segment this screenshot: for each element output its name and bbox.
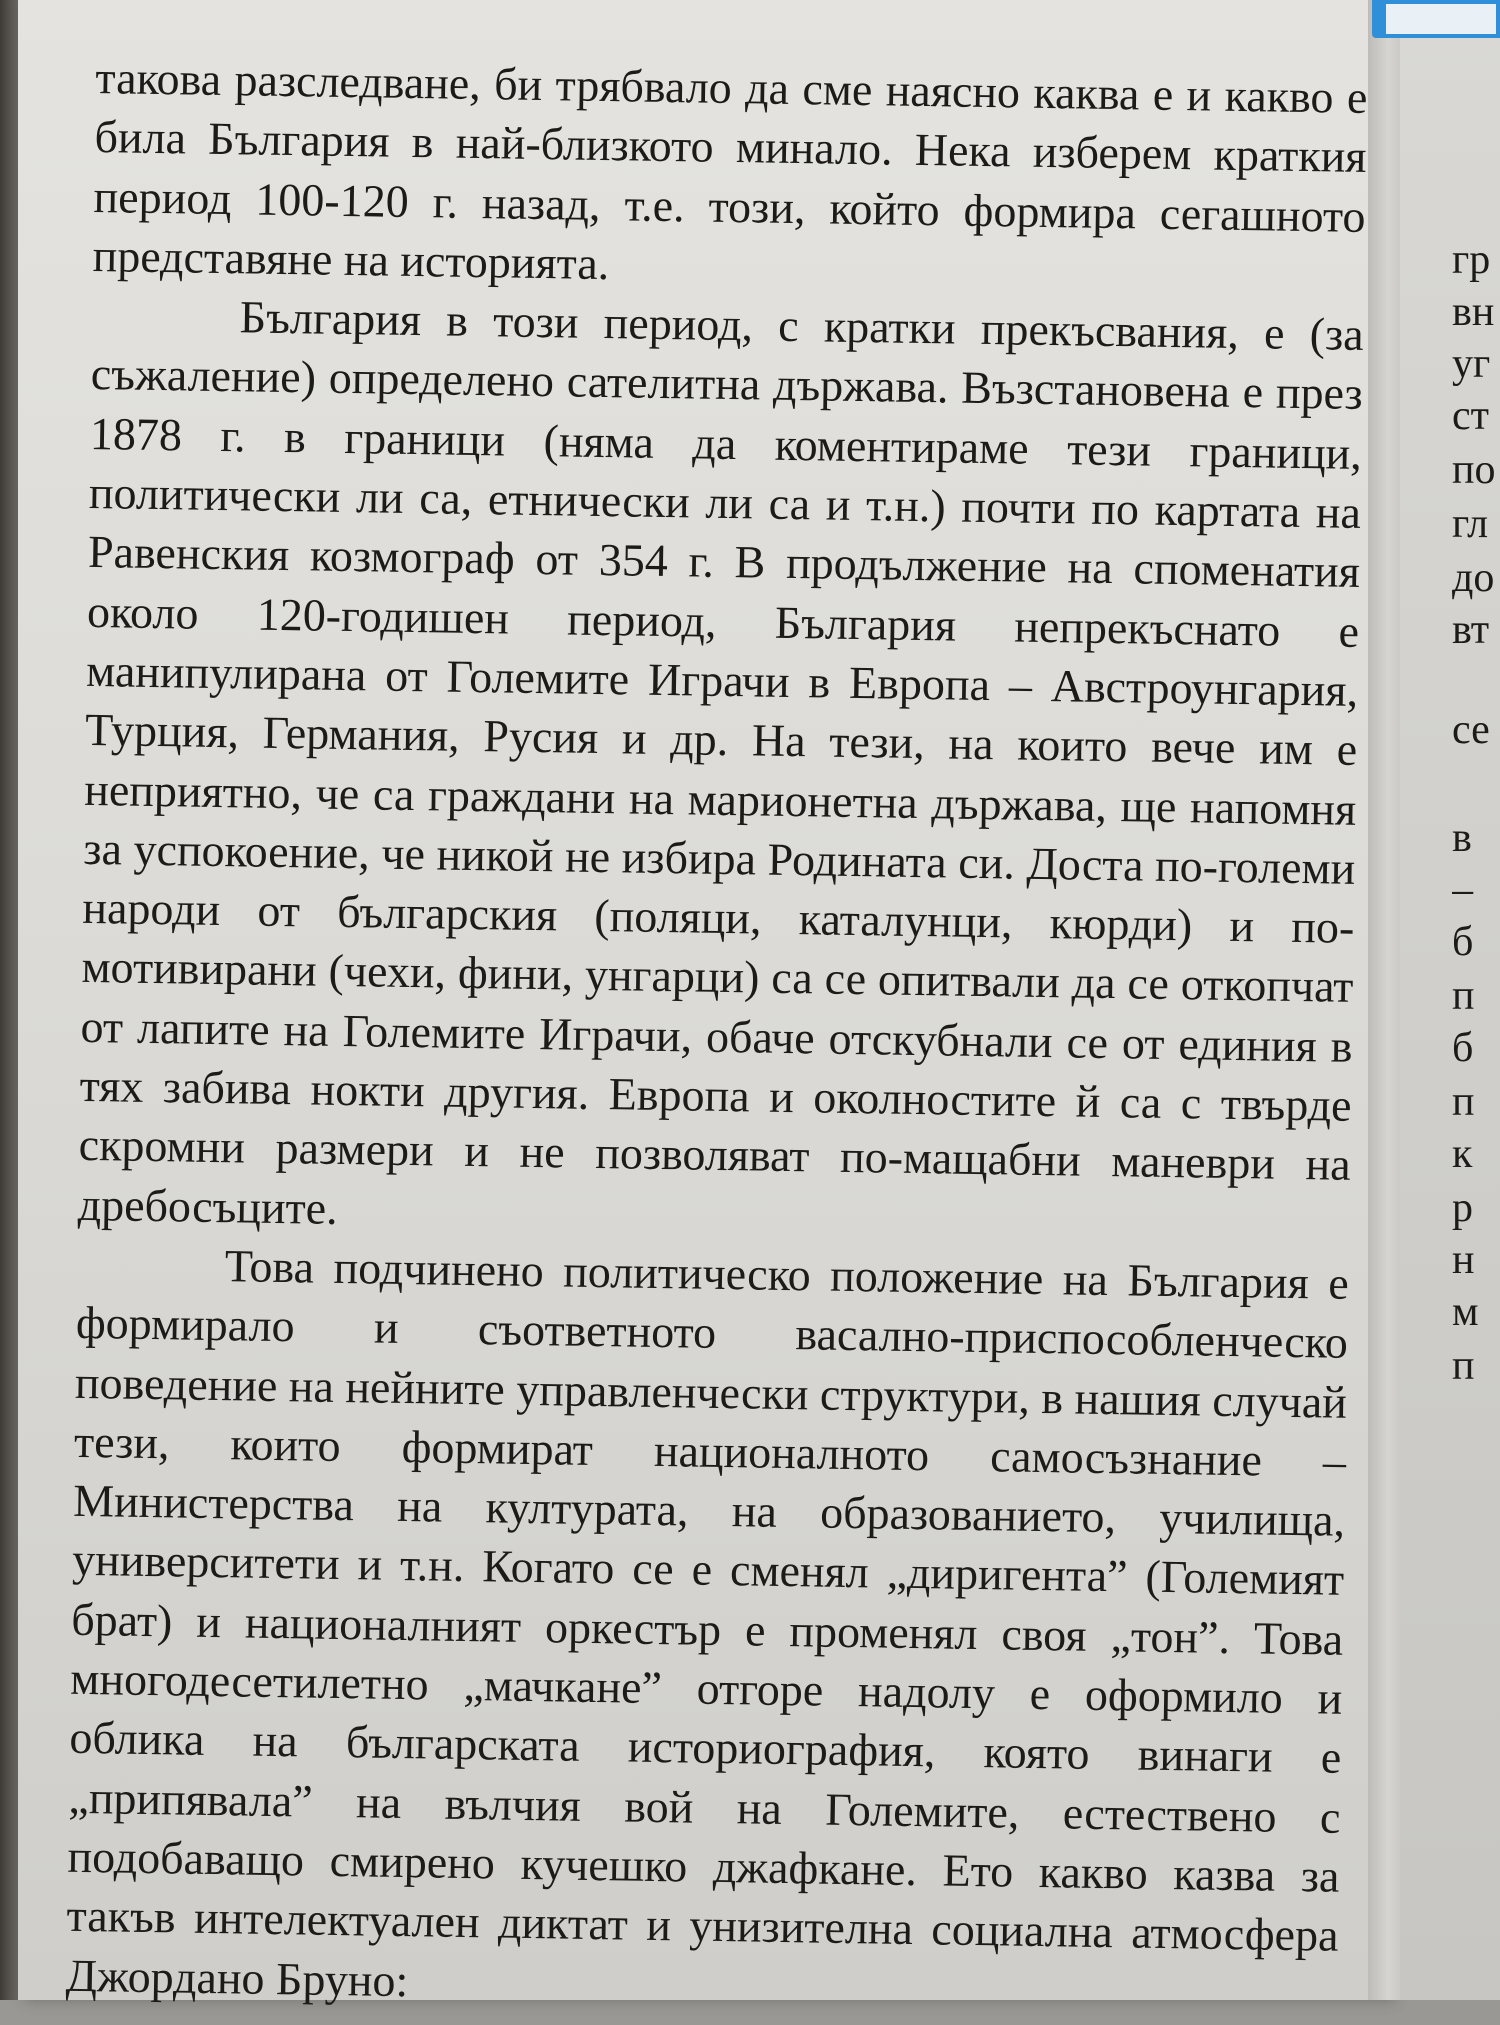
- facing-page-text: [1452, 0, 1500, 2000]
- facing-fragment: б: [1452, 919, 1474, 965]
- facing-fragment: вн: [1452, 289, 1495, 335]
- paragraph-2: България в този период, с кратки прекъсвания, е (за съжаление) определено сателитна държава. Възстановена е през 1878 г. в граници (няма да коментираме тези граници, политически ли са, етнически ли са и т.н.) почти по картата на Равенския козмограф от 354 г. В продължение на споменатия около 120-годишен период, България непрекъснато е манипулирана от Големите Играчи в Европа – Австроунгария, Турция, Германия, Русия и др. На тези, на които вече им е неприятно, че са граждани на марионетна държава, ще напомня за успокоение, че никой не избира Родината си. Доста по-големи народи от българския (поляци, каталунци, кюрди) и по-мотивирани (чехи, фини, унгарци) са се опитвали да се откопчат от лапите на Големите Играчи, обаче отскубнали се от единия в тях забива нокти другия. Европа и околностите й са с твърде скромни размери и не позволяват по-мащабни маневри на дребосъците.: [77, 291, 1365, 1234]
- facing-fragment: по: [1452, 447, 1496, 493]
- facing-fragment: ст: [1452, 393, 1489, 439]
- facing-fragment: р: [1452, 1185, 1473, 1231]
- facing-fragment: п: [1452, 1079, 1475, 1125]
- page-gutter: [1368, 0, 1402, 2000]
- facing-fragment: м: [1452, 1289, 1479, 1335]
- facing-fragment: уг: [1452, 341, 1491, 387]
- facing-fragment: н: [1452, 1237, 1475, 1283]
- facing-fragment: к: [1452, 1131, 1473, 1177]
- facing-fragment: се: [1452, 707, 1490, 753]
- facing-fragment: до: [1452, 555, 1495, 601]
- facing-fragment: п: [1452, 1343, 1475, 1389]
- facing-fragment: –: [1452, 867, 1473, 913]
- paragraph-3: Това подчинено политическо положение на България е формирало и съответното васално-приспособленческо поведение на нейните управленчески структури, в нашия случай тези, които формират националното самосъзнание – Министерства на културата, на образованието, училища, университети и т.н. Когато се е сменял „диригента” (Големият брат) и националният оркестър е променял своя „тон”. Това многодесетилетно „мачкане” отгоре надолу е оформило и облика на българската историография, която винаги е „припявала” на вълчия вой на Големите, естествено с подобаващо смирено кучешко джафкане. Ето какво казва за такъв интелектуален диктат и унизителна социална атмосфера Джордано Бруно:: [65, 1240, 1350, 2006]
- facing-fragment: в: [1452, 815, 1472, 861]
- book-spine-edge: [0, 0, 18, 2000]
- facing-fragment: гр: [1452, 237, 1491, 283]
- facing-fragment: б: [1452, 1025, 1474, 1071]
- facing-fragment: п: [1452, 973, 1475, 1019]
- page-text: [65, 48, 1368, 2025]
- facing-fragment: вт: [1452, 607, 1490, 653]
- facing-fragment: гл: [1452, 501, 1489, 547]
- paragraph-1: такова разследване, би трябвало да сме наясно каква е и какво е била България в най-близкото минало. Нека изберем краткия период 100-120 г. назад, т.е. този, който формира сегашното представяне на историята.: [92, 51, 1368, 289]
